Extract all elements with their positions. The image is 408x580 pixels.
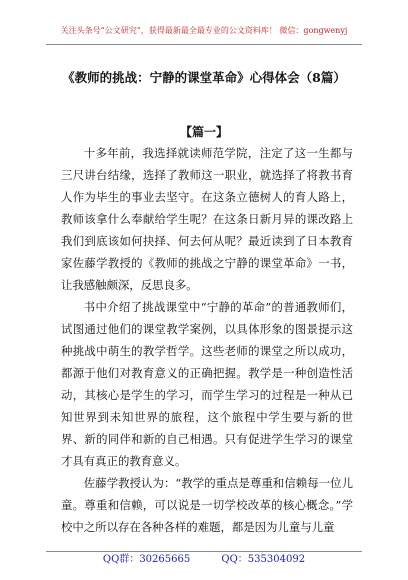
section-heading: 【篇一】: [179, 125, 228, 139]
page-header-note: 关注头条号“公文研究”，获得最新最全最专业的公文资料库！ 微信：gongwenyj: [60, 26, 348, 35]
document-title: 《教师的挑战：宁静的课堂革命》心得体会（8篇）: [62, 70, 346, 85]
footer-qq-contact: QQ：535304092: [221, 554, 306, 565]
footer-qq-group: QQ群：30265665: [102, 554, 191, 565]
header-divider: [46, 44, 362, 45]
document-body: [61, 142, 353, 538]
footer-divider: [46, 551, 362, 552]
page-footer: [0, 553, 408, 567]
paragraph-3: 佐藤学教授认为：“教学的重点是尊重和信赖每一位儿童。尊重和信赖，可以说是一切学校改革的核心概念。”学校中之所以存在各种各样的难题，都是因为儿童与儿童: [61, 476, 353, 534]
paragraph-1: 十多年前，我选择就读师范学院，注定了这一生都与三尺讲台结缘，选择了教师这一职业，就选择了将教书育人作为毕生的事业去坚守。在这条立德树人的育人路上，教师该拿什么奉献给学生呢？在这条日新月异的课改路上我们到底该如何抉择、何去何从呢？最近读到了日本教育家佐藤学教授的《教师的挑战之宁静的课堂革命》一书，让我感触颇深，反思良多。: [61, 146, 353, 292]
paragraph-2: 书中介绍了挑战课堂中“宁静的革命”的普通教师们，试图通过他们的课堂教学案例，以具体形象的图景提示这种挑战中萌生的教学哲学。这些老师的课堂之所以成功，都源于他们对教育意义的正确把握。教学是一种创造性活动，其核心是学生的学习，而学生学习的过程是一种从已知世界到未知世界的旅程，这个旅程中学生要与新的世界、新的同伴和新的自己相遇。只有促进学生学习的课堂才具有真正的教育意义。: [61, 300, 353, 468]
